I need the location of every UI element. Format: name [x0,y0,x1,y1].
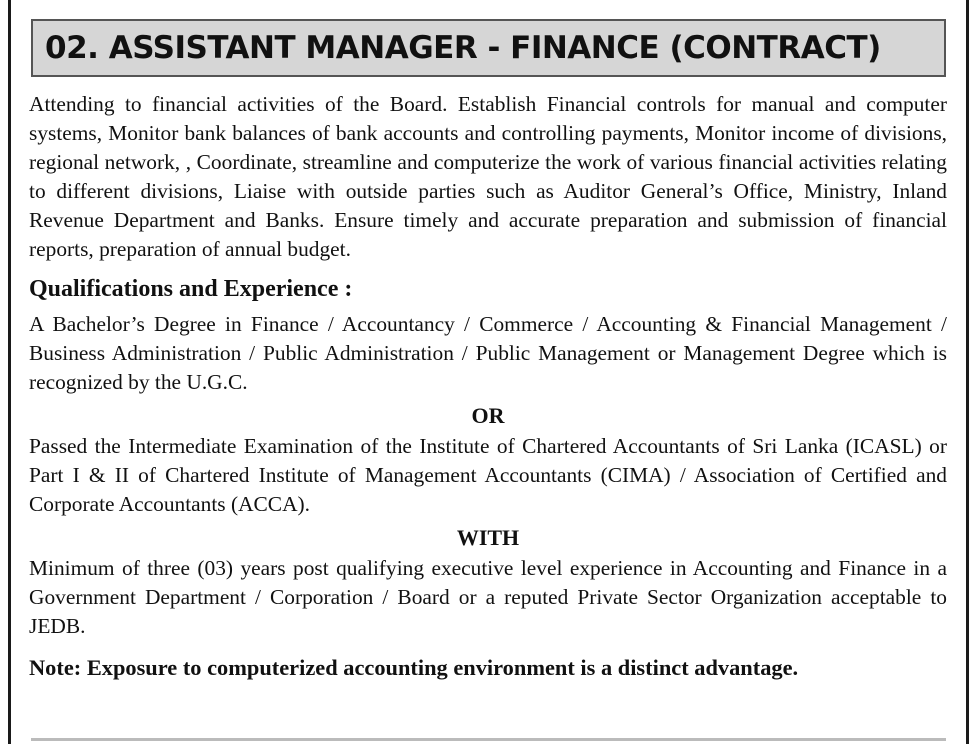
qualification-option-professional: Passed the Intermediate Examination of the Institute of Chartered Accountants of Sri Lanka (ICASL) or Part I & II of Chartered Institute of Management Accountants (CIMA) / Association of Certified and Corporate Accountants (ACCA). [29,434,947,516]
qualification-option-degree: A Bachelor’s Degree in Finance / Accountancy / Commerce / Accounting & Financial Management / Business Administration / Public Administration / Public Management or Management Degree which is recognized by the U.G.C. [29,312,947,394]
content-body [29,90,947,682]
with-divider: WITH [456,525,520,550]
experience-requirement: Minimum of three (03) years post qualifying executive level experience in Accounting and Finance in a Government Department / Corporation / Board or a reputed Private Sector Organization acceptable to JEDB. [29,556,947,638]
duties-paragraph: Attending to financial activities of the Board. Establish Financial controls for manual and computer systems, Monitor bank balances of bank accounts and controlling payments, Monitor income of divisions, regional network, , Coordinate, streamline and computerize the work of various financial activities relating to different divisions, Liaise with outside parties such as Auditor General’s Office, Ministry, Inland Revenue Department and Banks. Ensure timely and accurate preparation and submission of financial reports, preparation of annual budget. [29,92,947,261]
qualifications-heading: Qualifications and Experience : [29,276,353,302]
title-bar [31,19,946,77]
page-title: 02. ASSISTANT MANAGER - FINANCE (CONTRACT) [45,30,881,66]
bottom-divider [31,738,946,741]
advantage-note: Note: Exposure to computerized accounting environment is a distinct advantage. [29,655,799,680]
or-divider: OR [471,403,505,428]
